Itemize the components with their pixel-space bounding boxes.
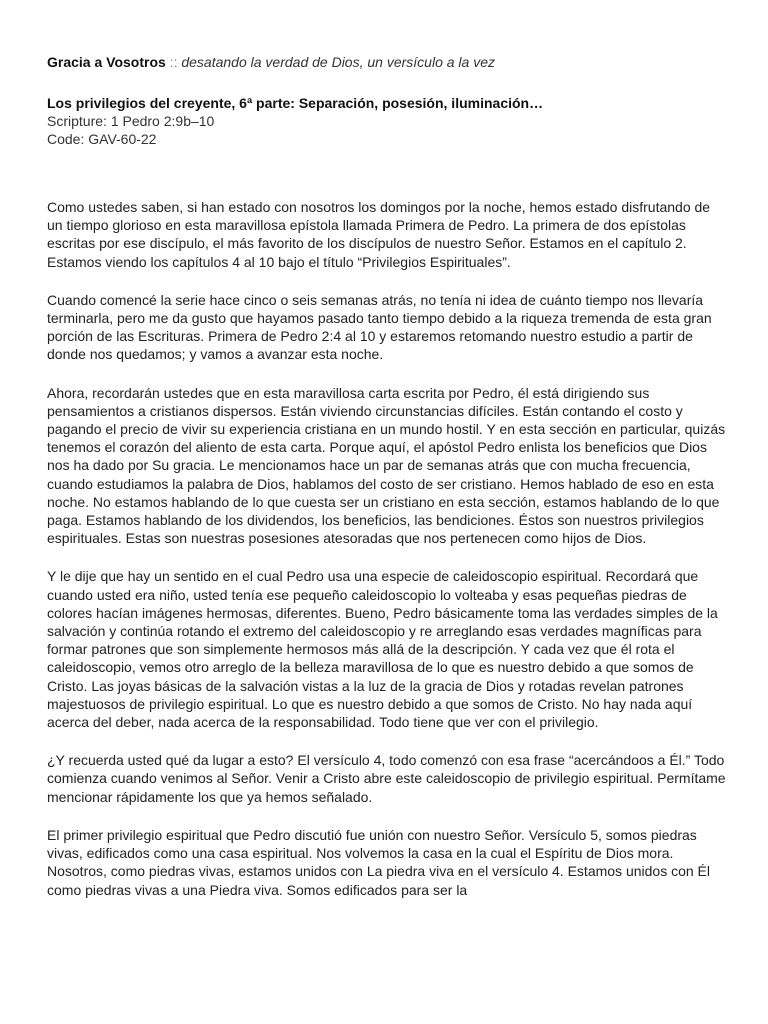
scripture-value: 1 Pedro 2:9b–10 <box>110 113 215 129</box>
paragraph-6: El primer privilegio espiritual que Pedro discutió fue unión con nuestro Señor. Versículo 5, somos piedras vivas, edificados como una casa espiritual. Nos volvemos la casa en la cual el Espíritu de Dios mora. Nosotros, como piedras vivas, estamos unidos con La piedra viva en el versículo 4. Estamos unidos con Él como piedras vivas a una Piedra viva. Somos edificados para ser la <box>47 826 710 898</box>
sermon-body <box>47 198 727 899</box>
document-page <box>47 53 727 919</box>
site-tagline: desatando la verdad de Dios, un versículo a la vez <box>181 54 495 70</box>
site-header <box>47 53 727 71</box>
paragraph-4: Y le dije que hay un sentido en el cual Pedro usa una especie de caleidoscopio espiritual. Recordará que cuando usted era niño, usted tenía ese pequeño caleidoscopio lo volteaba y esas pequeñas piedras de colores hacían imágenes hermosas, diferentes. Bueno, Pedro básicamente toma las verdades simples de la salvación y continúa rotando el extremo del caleidoscopio y re arreglando esas verdades magníficas para formar patrones que son simplemente hermosos más allá de la descripción. Y cada vez que él rota el caleidoscopio, vemos otro arreglo de la belleza maravillosa de lo que es nuestro debido a que somos de Cristo. Las joyas básicas de la salvación vistas a la luz de la gracia de Dios y rotadas revelan patrones majestuosos de privilegio espiritual. Lo que es nuestro debido a que somos de Cristo. No hay nada aquí acerca del deber, nada acerca de la responsabilidad. Todo tiene que ver con el privilegio. <box>47 568 718 731</box>
sermon-info <box>47 94 727 148</box>
code-label: Code: <box>47 131 85 147</box>
sermon-title: Los privilegios del creyente, 6ª parte: Separación, posesión, iluminación… <box>47 95 544 111</box>
paragraph-2: Cuando comencé la serie hace cinco o seis semanas atrás, no tenía ni idea de cuánto tiempo nos llevaría terminarla, pero me da gusto que hayamos pasado tanto tiempo debido a la riqueza tremenda de esta gran porción de las Escrituras. Primera de Pedro 2:4 al 10 y estaremos retomando nuestro estudio a partir de donde nos quedamos; y vamos a avanzar esta noche. <box>47 291 712 363</box>
paragraph-1: Como ustedes saben, si han estado con nosotros los domingos por la noche, hemos estado disfrutando de un tiempo glorioso en esta maravillosa epístola llamada Primera de Pedro. La primera de dos epístolas escritas por ese discípulo, el más favorito de los discípulos de nuestro Señor. Estamos en el capítulo 2. Estamos viendo los capítulos 4 al 10 bajo el título “Privilegios Espirituales”. <box>47 199 711 270</box>
scripture-line <box>47 112 727 130</box>
paragraph-3: Ahora, recordarán ustedes que en esta maravillosa carta escrita por Pedro, él está dirigiendo sus pensamientos a cristianos dispersos. Están viviendo circunstancias difíciles. Están contando el costo y pagando el precio de vivir su experiencia cristiana en un mundo hostil. Y en esta sección en particular, quizás tenemos el corazón del aliento de esta carta. Porque aquí, el apóstol Pedro enlista los beneficios que Dios nos ha dado por Su gracia. Le mencionamos hace un par de semanas atrás que con mucha frecuencia, cuando estudiamos la palabra de Dios, hablamos del costo de ser cristiano. Hemos hablado de eso en esta noche. No estamos hablando de lo que cuesta ser un cristiano en esta sección, estamos hablando de lo que paga. Estamos hablando de los dividendos, los beneficios, las bendiciones. Éstos son nuestros privilegios espirituales. Estas son nuestras posesiones atesoradas que nos pertenecen como hijos de Dios. <box>47 384 726 547</box>
code-value: GAV-60-22 <box>88 131 157 147</box>
code-line <box>47 130 727 148</box>
site-name: Gracia a Vosotros <box>47 54 166 70</box>
header-separator: :: <box>165 54 182 70</box>
scripture-label: Scripture: <box>47 113 107 129</box>
paragraph-5: ¿Y recuerda usted qué da lugar a esto? El versículo 4, todo comenzó con esa frase “acercándoos a Él.” Todo comienza cuando venimos al Señor. Venir a Cristo abre este caleidoscopio de privilegio espiritual. Permítame mencionar rápidamente los que ya hemos señalado. <box>47 752 726 805</box>
